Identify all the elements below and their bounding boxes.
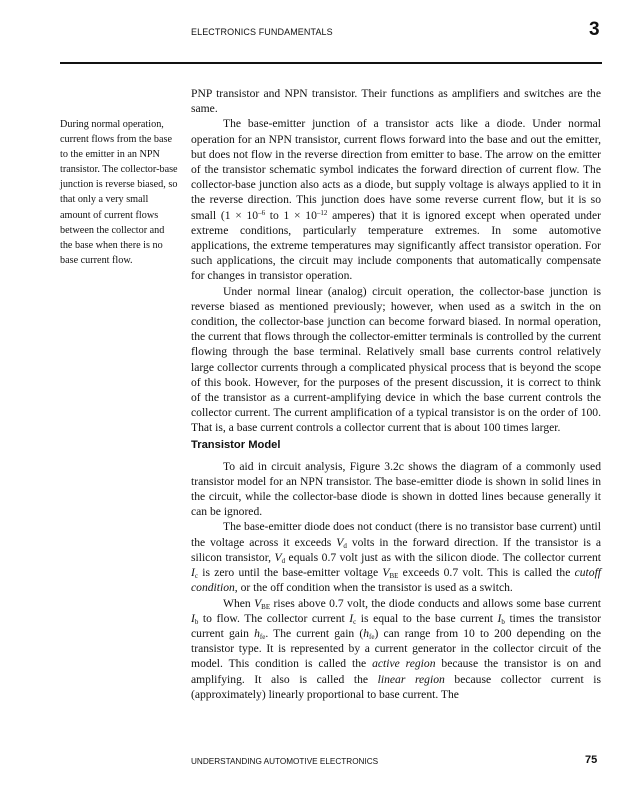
paragraph-3: Under normal linear (analog) circuit operation, the collector-base junction is reverse biased as mentioned previously; however, when used as a switch in the on condition, the collector-base junction can become forward biased. In normal operation, the current that flows through the collector-emitter terminals is controlled by the current flowing through the base terminal. Relatively small base currents control relatively large collector currents through a complicated physical process that is beyond the scope of this book. However, for the purposes of the present discussion, it is correct to think of the transistor as a current-amplifying device in which the base current controls the collector current. The current amplification of a typical transistor is on the order of 100. That is, a base current controls a collector current that is about 100 times larger.: [191, 284, 601, 435]
active-region-term: active region: [372, 657, 436, 671]
cutoff-term: cutoff condition: [191, 566, 602, 595]
header-rule: [60, 62, 602, 64]
linear-region-term: linear region: [377, 672, 445, 686]
footer-title: UNDERSTANDING AUTOMOTIVE ELECTRONICS: [191, 757, 379, 766]
paragraph-4: To aid in circuit analysis, Figure 3.2c shows the diagram of a commonly used transistor model for an NPN transistor. The base-emitter diode is shown in solid lines in the circuit, while the collector-base diode is shown in dotted lines because generally it can be ignored.: [191, 459, 601, 519]
page-number: 75: [585, 754, 598, 766]
chapter-number: 3: [589, 19, 600, 40]
margin-note: [60, 117, 178, 268]
paragraph-5: The base-emitter diode does not conduct (there is no transistor base current) until the voltage across it exceeds $V_d$ volts in the forward direction. If the transistor is a silicon transistor, $V_d$ equals 0.7 volt just as with the silicon diode. The collector current $I_c$ is zero until the base-emitter voltage $V_{BE}$ exceeds 0.7 volt. This is called the cutoff condition, or the off condition when the transistor is used as a switch.: [191, 520, 602, 595]
section-heading: Transistor Model: [191, 438, 281, 451]
header-title: ELECTRONICS FUNDAMENTALS: [191, 27, 333, 37]
paragraph-1: PNP transistor and NPN transistor. Their functions as amplifiers and switches are the same.: [191, 87, 601, 116]
paragraph-2: The base-emitter junction of a transistor acts like a diode. Under normal operation for an NPN transistor, current flows forward into the base and out the emitter, but does not flow in the reverse direction from emitter to base. The arrow on the emitter of the transistor schematic symbol indicates the forward direction of current flow. The collector-base junction also acts as a diode, but supply voltage is always applied to it in the reverse direction. This junction does have some reverse current flow, but it is so small ($1 \times 10^{-6}$ to $1 \times 10^{-12}$ amperes) that it is ignored except when operated under extreme conditions, particularly temperature extremes. In some automotive applications, the extreme temperatures may significantly affect transistor operation. For such applications, the circuit may include components that automatically compensate for changes in transistor operation.: [191, 117, 601, 283]
margin-note-text: During normal operation, current flows from the base to the emitter in an NPN transistor. The collector-base junction is reverse biased, so that only a very small amount of current flows between the collector and the base when there is no base current flow.: [60, 119, 178, 266]
paragraph-6: When $V_{BE}$ rises above 0.7 volt, the diode conducts and allows some base current $I_b$ to flow. The collector current $I_c$ is equal to the base current $I_b$ times the transistor current gain $h_{fe}$. The current gain $(h_{fe})$ can range from 10 to 200 depending on the transistor type. It is represented by a current generator in the collector circuit of the model. This condition is called the active region because the transistor is on and amplifying. It also is called the linear region because collector current is (approximately) linearly proportional to base current. The: [191, 596, 601, 701]
body-text: [191, 86, 601, 702]
